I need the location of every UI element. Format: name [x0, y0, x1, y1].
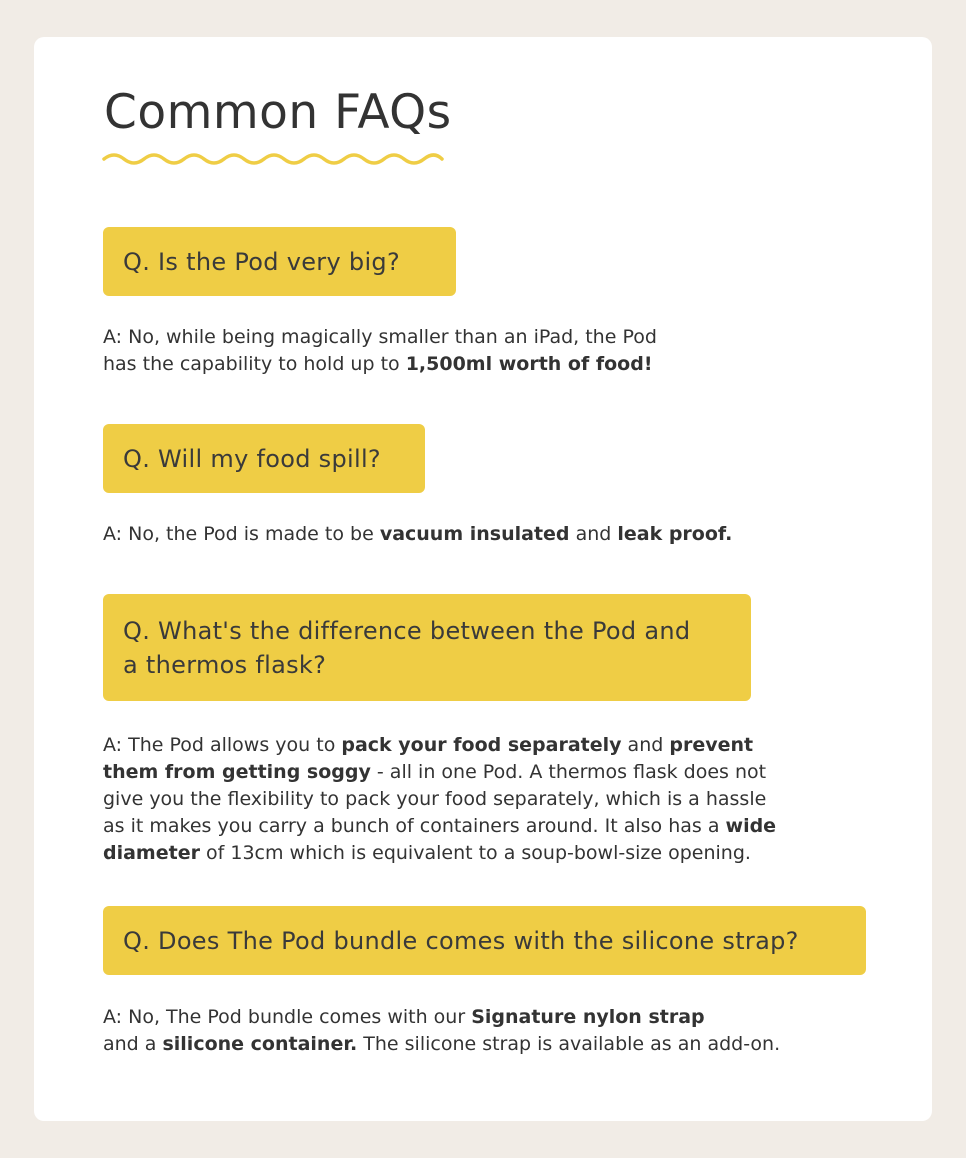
page-title: Common FAQs — [104, 85, 452, 140]
question-text: Q. Is the Pod very big? — [123, 247, 400, 276]
faq-answer-3: A: The Pod allows you to pack your food separately and prevent them from getting soggy - all in one Pod. A thermos flask does not give you the flexibility to pack your food separately, which is a hassle as it makes you carry a bunch of containers around. It also has a wide diameter of 13cm which is equivalent to a soup-bowl-size opening. — [103, 734, 777, 864]
faq-question-4 — [103, 906, 866, 975]
question-text: Q. What's the difference between the Pod and a thermos flask? — [123, 616, 691, 679]
faq-answer-2: A: No, the Pod is made to be vacuum insulated and leak proof. — [103, 523, 733, 545]
faq-question-1 — [103, 227, 456, 296]
faq-question-3 — [103, 594, 751, 701]
question-text: Q. Does The Pod bundle comes with the silicone strap? — [123, 926, 799, 955]
faq-answer-1: A: No, while being magically smaller than an iPad, the Pod has the capability to hold up to 1,500ml worth of food! — [103, 326, 657, 375]
faq-answer-4: A: No, The Pod bundle comes with our Signature nylon strap and a silicone container. The silicone strap is available as an add-on. — [103, 1006, 781, 1055]
question-text: Q. Will my food spill? — [123, 444, 381, 473]
faq-question-2 — [103, 424, 425, 493]
wavy-underline-decoration — [102, 151, 444, 169]
faq-card — [34, 37, 932, 1121]
